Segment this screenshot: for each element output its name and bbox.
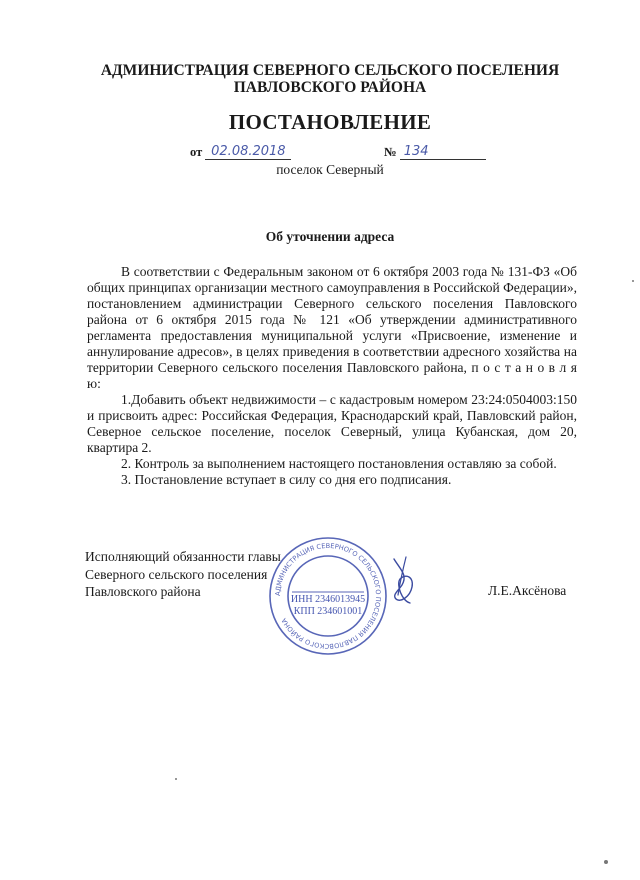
handwritten-signature: [388, 555, 418, 607]
date-line: [190, 144, 291, 160]
number-line: [384, 144, 486, 160]
scan-speck: [604, 860, 608, 864]
stamp-kpp: КПП 234601001: [293, 606, 363, 617]
document-type: ПОСТАНОВЛЕНИЕ: [228, 110, 432, 134]
body-paragraph-1: 1.Добавить объект недвижимости – с кадастровым номером 23:24:0504003:150 и присвоить адрес: Российская Федерация, Краснодарский край, Павловский район, Северное сельское поселение, поселок Северный, улица Кубанская, дом 20, квартира 2.: [87, 392, 577, 455]
number-value: 134: [403, 144, 429, 159]
official-stamp: [268, 536, 388, 656]
number-underline: [400, 144, 486, 160]
subject-title: Об уточнении адреса: [265, 229, 395, 244]
stamp-inn: ИНН 2346013945: [290, 594, 366, 605]
date-label: от: [190, 145, 203, 159]
header-line-2: ПАВЛОВСКОГО РАЙОНА: [233, 79, 427, 96]
body-paragraph-preamble: В соответствии с Федеральным законом от 6 октября 2003 года № 131-ФЗ «Об общих принципах организации местного самоуправления в Российской Федерации», постановлением администрации Северного сельского поселения Павловского района от 6 октября 2015 года № 121 «Об утверждении административного регламента предоставления муниципальной услуги «Присвоение, изменение и аннулирование адресов», в целях приведения в соответствии адресного хозяйства на территории Северного сельского поселения Павловского района, п о с т а н о в л я ю:: [87, 264, 577, 391]
stamp-ring-text: АДМИНИСТРАЦИЯ СЕВЕРНОГО СЕЛЬСКОГО ПОСЕЛЕНИЯ ПАВЛОВСКОГО РАЙОНА: [273, 541, 383, 651]
signatory-line-2: Северного сельского поселения: [85, 566, 268, 582]
number-label: №: [384, 145, 397, 159]
scan-speck: [175, 778, 177, 780]
body-text: [87, 264, 577, 488]
scan-speck: [632, 280, 634, 282]
signatory-name: Л.Е.Аксёнова: [488, 583, 567, 598]
header-line-1: АДМИНИСТРАЦИЯ СЕВЕРНОГО СЕЛЬСКОГО ПОСЕЛЕНИЯ: [100, 62, 560, 79]
header: [60, 62, 600, 96]
place: поселок Северный: [276, 162, 384, 177]
date-underline: [205, 144, 291, 160]
signatory-line-3: Павловского района: [85, 584, 201, 599]
date-value: 02.08.2018: [211, 144, 286, 159]
body-paragraph-3: 3. Постановление вступает в силу со дня его подписания.: [121, 472, 452, 487]
body-paragraph-2: 2. Контроль за выполнением настоящего постановления оставляю за собой.: [121, 456, 557, 471]
signatory-line-1: Исполняющий обязанности главы: [85, 549, 281, 564]
signatory-block: [85, 548, 281, 601]
